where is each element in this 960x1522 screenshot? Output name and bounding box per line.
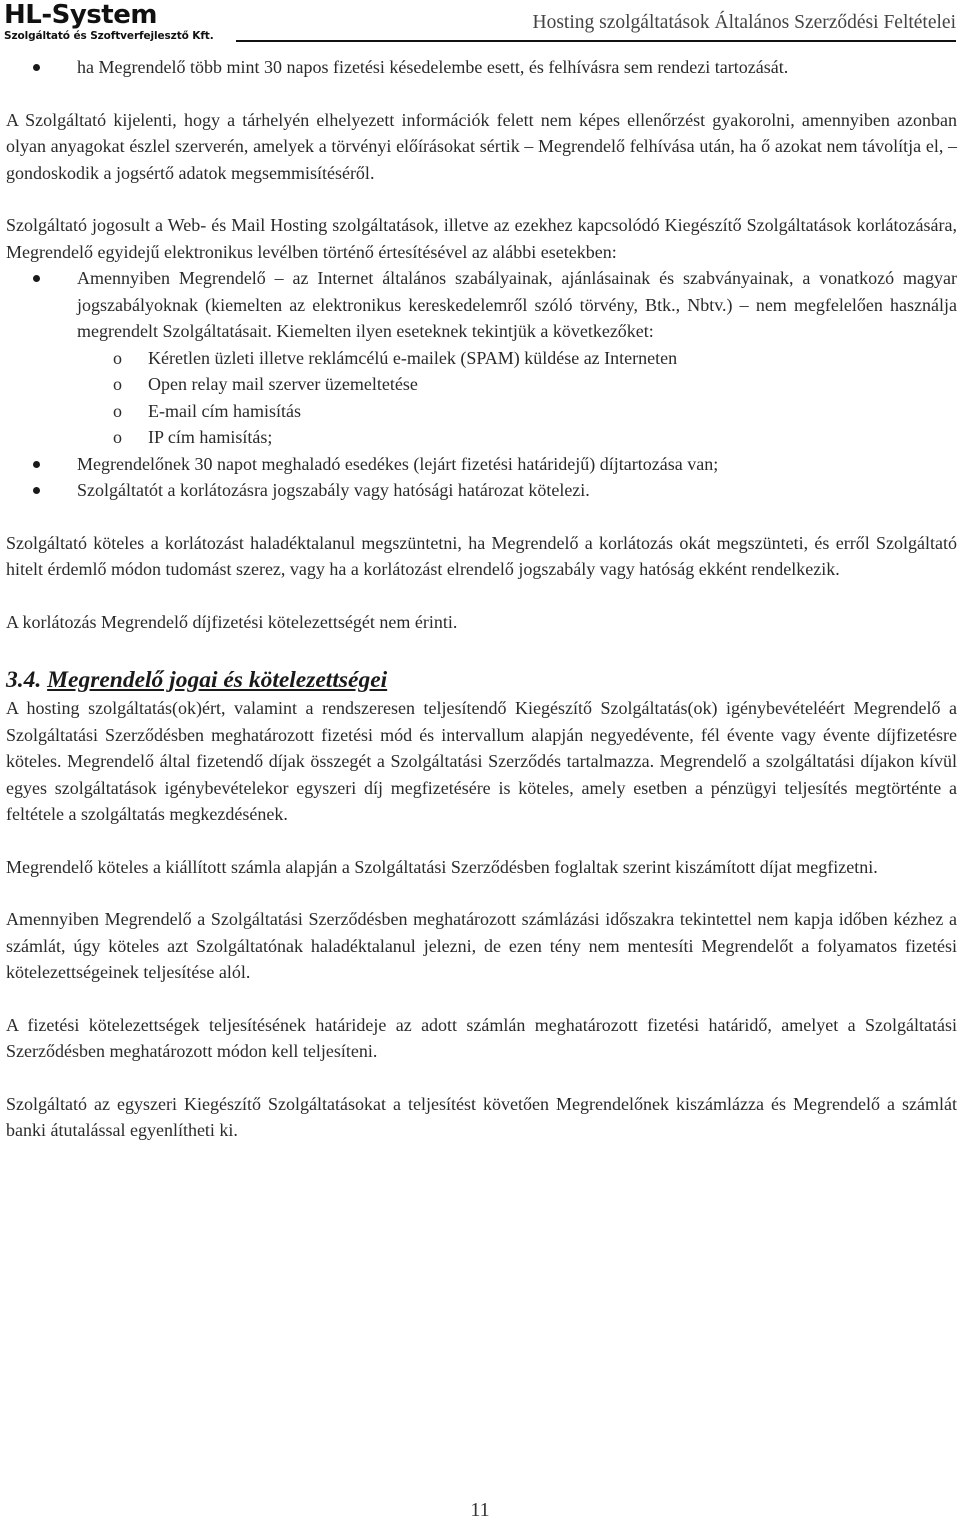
sub-list-item-text: E-mail cím hamisítás [148, 400, 301, 421]
section-heading [6, 665, 957, 695]
sub-list-item-text: Open relay mail szerver üzemeltetése [148, 374, 418, 394]
list-item [6, 54, 957, 81]
sub-list-item-text: IP cím hamisítás; [148, 427, 273, 447]
sub-list-item [6, 345, 957, 372]
section-number: 3.4. [6, 667, 42, 693]
paragraph: A korlátozás Megrendelő díjfizetési kötelezettségét nem érinti. [6, 611, 458, 632]
bullet-icon [33, 64, 40, 71]
header-divider [236, 40, 956, 42]
restriction-cases-list [6, 265, 957, 504]
sub-list-item [6, 398, 957, 425]
paragraph: Szolgáltató az egyszeri Kiegészítő Szolgáltatásokat a teljesítést követően Megrendelőnek kiszámlázza és Megrendelő a számlát banki átutalással egyenlítheti ki. [6, 1093, 957, 1140]
paragraph: Megrendelő köteles a kiállított számla alapján a Szolgáltatási Szerződésben foglaltak szerint kiszámított díjat megfizetni. [6, 856, 878, 877]
top-bullet-list [6, 54, 957, 81]
bullet-icon [33, 487, 40, 494]
page-header [0, 0, 960, 46]
paragraph: A fizetési kötelezettségek teljesítésének határideje az adott számlán meghatározott fizetési határidő, amelyet a Szolgáltatási Szerződésben meghatározott módon kell teljesíteni. [6, 1014, 957, 1061]
sub-list [6, 345, 957, 451]
circle-bullet-icon: o [113, 347, 122, 368]
company-logo-name: HL-System [4, 0, 157, 30]
company-logo-subtitle: Szolgáltató és Szoftverfejlesztő Kft. [4, 30, 214, 42]
circle-bullet-icon: o [113, 400, 122, 421]
list-item [6, 265, 957, 451]
section-title: Megrendelő jogai és kötelezettségei [47, 667, 388, 693]
circle-bullet-icon: o [113, 374, 122, 394]
sub-list-item-text: Kéretlen üzleti illetve reklámcélú e-mailek (SPAM) küldése az Interneten [148, 347, 678, 368]
list-item [6, 451, 957, 478]
paragraph: A Szolgáltató kijelenti, hogy a tárhelyén elhelyezett információk felett nem képes ellenőrzést gyakorolni, amennyiben azonban olyan anyagokat észlel szerverén, amelyek a törvényi előírásokat sértik – Megrendelő felhívása után, ha ő azokat nem távolítja el, – gondoskodik a jogsértő adatok megsemmisítéséről. [6, 109, 957, 183]
document-title: Hosting szolgáltatások Általános Szerződési Feltételei [532, 12, 956, 33]
list-item-text: Szolgáltatót a korlátozásra jogszabály vagy hatósági határozat kötelezi. [77, 480, 590, 500]
circle-bullet-icon: o [113, 427, 122, 447]
list-item-text: ha Megrendelő több mint 30 napos fizetési késedelembe esett, és felhívásra sem rendezi tartozását. [77, 57, 789, 77]
document-body [6, 54, 957, 1144]
sub-list-item [6, 424, 957, 451]
bullet-icon [33, 461, 40, 468]
list-item [6, 477, 957, 504]
paragraph: Szolgáltató köteles a korlátozást haladéktalanul megszüntetni, ha Megrendelő a korlátozás okát megszünteti, és erről Szolgáltató hitelt érdemlő módon tudomást szerez, vagy ha a korlátozást elrendelő jogszabály vagy hatóság ekként rendelkezik. [6, 532, 957, 579]
paragraph: A hosting szolgáltatás(ok)ért, valamint a rendszeresen teljesítendő Kiegészítő Szolgáltatás(ok) igénybevételéért Megrendelő a Szolgáltatási Szerződésben meghatározott fizetési mód és intervallum alapján negyedévente, fél évente vagy évente díjfizetésre köteles. Megrendelő által fizetendő díjak összegét a Szolgáltatási Szerződés tartalmazza. Megrendelő a szolgáltatási díjakon kívül egyes szolgáltatások igénybevételekor egyszeri díj megfizetésére is köteles, amely esetben a pénzügyi teljesítés megtörténte a feltétele a szolgáltatás megkezdésének. [6, 698, 957, 824]
bullet-icon [33, 275, 40, 282]
page-number: 11 [470, 1499, 490, 1521]
list-item-text: Megrendelőnek 30 napot meghaladó esedékes (lejárt fizetési határidejű) díjtartozása van; [77, 453, 719, 474]
sub-list-item [6, 371, 957, 398]
paragraph: Amennyiben Megrendelő a Szolgáltatási Szerződésben meghatározott számlázási időszakra tekintettel nem kapja időben kézhez a számlát, úgy köteles azt Szolgáltatónak haladéktalanul jelezni, de ezen tény nem mentesíti Megrendelőt a folyamatos fizetési kötelezettségeinek teljesítése alól. [6, 909, 957, 982]
paragraph: Szolgáltató jogosult a Web- és Mail Hosting szolgáltatások, illetve az ezekhez kapcsolódó Kiegészítő Szolgáltatások korlátozására, Megrendelő egyidejű elektronikus levélben történő értesítésével az alábbi esetekben: [6, 215, 957, 262]
list-item-text: Amennyiben Megrendelő – az Internet általános szabályainak, ajánlásainak és szabványainak, a vonatkozó magyar jogszabályoknak (kiemelten az elektronikus kereskedelemről szóló törvény, Btk., Nbtv.) – nem megfelelően használja megrendelt Szolgáltatásait. Kiemelten ilyen eseteknek tekintjük a következőket: [77, 268, 957, 341]
